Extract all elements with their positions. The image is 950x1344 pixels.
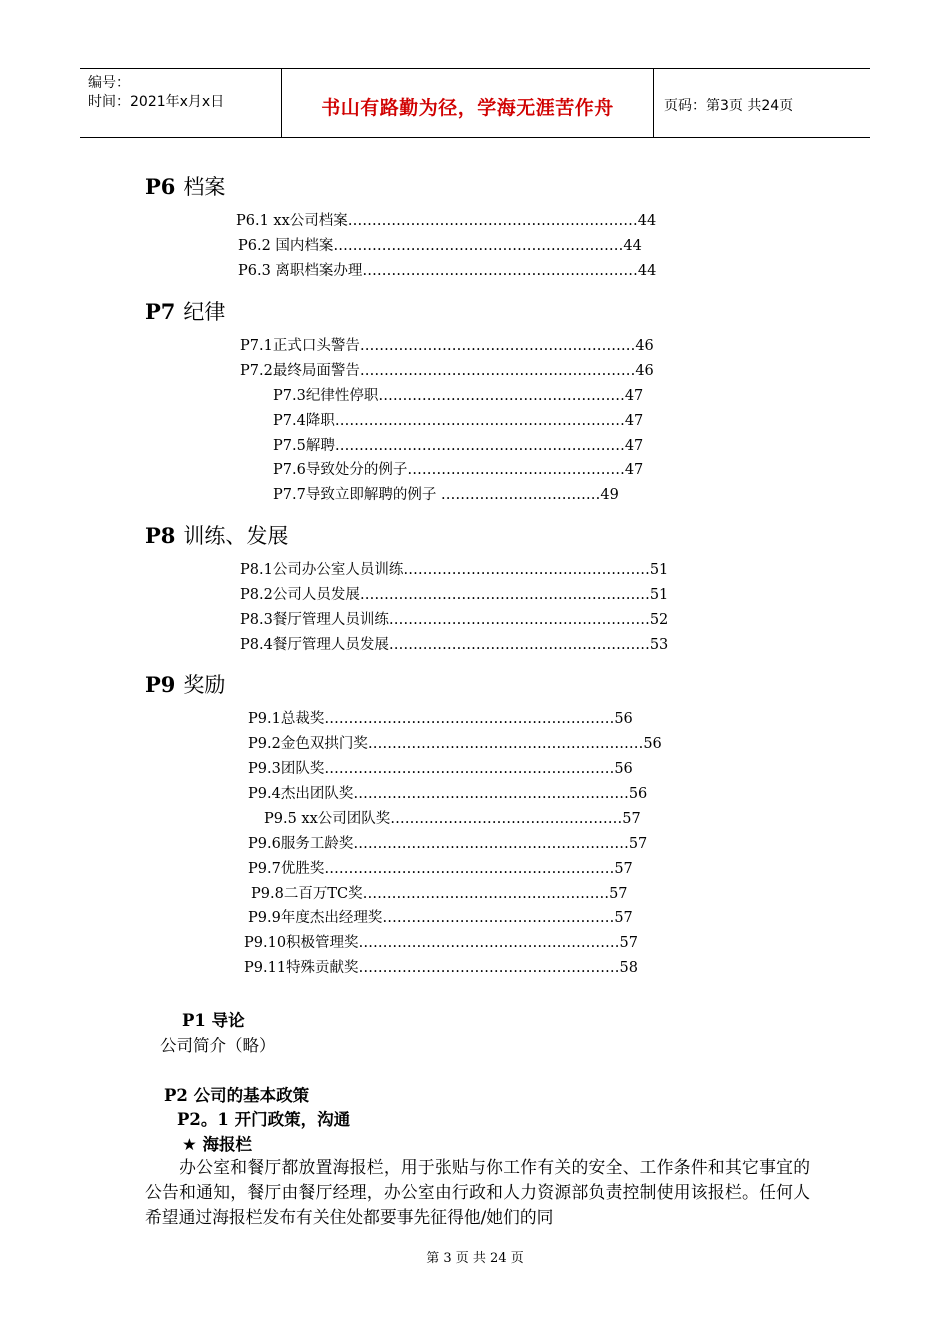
toc-entry[interactable]: P8.2公司人员发展……………………………………………………51 bbox=[240, 587, 669, 603]
toc-section-p6 bbox=[145, 171, 225, 201]
company-intro-text: 公司简介（略） bbox=[160, 1036, 276, 1055]
heading-p2 bbox=[164, 1082, 309, 1106]
heading-p1 bbox=[182, 1007, 245, 1031]
header-motto-cell bbox=[282, 69, 654, 137]
section-number: P7 bbox=[145, 299, 176, 324]
toc-entry[interactable]: P7.1正式口头警告…………………………………………………46 bbox=[240, 338, 654, 354]
toc-entry[interactable]: P8.4餐厅管理人员发展………………………………………………53 bbox=[240, 637, 669, 653]
heading-number: P2。1 bbox=[177, 1110, 229, 1129]
toc-section-p9 bbox=[145, 669, 225, 699]
toc-section-p8 bbox=[145, 520, 288, 550]
toc-entry[interactable]: P9.11特殊贡献奖………………………………………………58 bbox=[244, 960, 638, 976]
number-label: 编号： bbox=[88, 75, 130, 91]
header-meta-cell bbox=[80, 69, 282, 137]
toc-entry[interactable]: P9.3团队奖……………………………………………………56 bbox=[248, 761, 633, 777]
section-title: 纪律 bbox=[183, 300, 226, 324]
toc-entry[interactable]: P8.3餐厅管理人员训练………………………………………………52 bbox=[240, 612, 669, 628]
page-footer: 第 3 页 共 24 页 bbox=[426, 1251, 524, 1266]
section-title: 档案 bbox=[183, 175, 226, 199]
heading-p2-1 bbox=[177, 1106, 350, 1130]
heading-title: 开门政策，沟通 bbox=[234, 1110, 351, 1129]
toc-entry[interactable]: P7.3纪律性停职……………………………………………47 bbox=[273, 388, 644, 404]
heading-title: 公司的基本政策 bbox=[193, 1086, 310, 1105]
page-code: 页码：第3页 共24页 bbox=[664, 98, 794, 114]
heading-number: P1 bbox=[182, 1011, 206, 1030]
section-title: 训练、发展 bbox=[183, 524, 289, 548]
page-header bbox=[80, 68, 870, 138]
time-label: 时间：2021年x月x日 bbox=[88, 94, 225, 110]
toc-entry[interactable]: P9.6服务工龄奖…………………………………………………57 bbox=[248, 836, 648, 852]
toc-entry[interactable]: P8.1公司办公室人员训练……………………………………………51 bbox=[240, 562, 669, 578]
toc-entry[interactable]: P9.5 xx公司团队奖…………………………………………57 bbox=[264, 811, 641, 827]
section-number: P6 bbox=[145, 174, 176, 199]
heading-number: P2 bbox=[164, 1086, 188, 1105]
toc-entry[interactable]: P7.6导致处分的例子………………………………………47 bbox=[273, 462, 644, 478]
bulletin-paragraph: 办公室和餐厅都放置海报栏，用于张贴与你工作有关的安全、工作条件和其它事宜的公告和通知，餐厅由餐厅经理，办公室由行政和人力资源部负责控制使用该报栏。任何人希望通过海报栏发布有关住处都要事先征得他/她们的同 bbox=[145, 1157, 810, 1227]
section-title: 奖励 bbox=[183, 673, 226, 697]
toc-entry[interactable]: P9.4杰出团队奖…………………………………………………56 bbox=[248, 786, 648, 802]
header-page-cell bbox=[654, 69, 870, 137]
toc-entry[interactable]: P7.4降职……………………………………………………47 bbox=[273, 413, 644, 429]
toc-entry[interactable]: P6.2 国内档案……………………………………………………44 bbox=[238, 238, 642, 254]
toc-entry[interactable]: P6.1 xx公司档案……………………………………………………44 bbox=[236, 213, 657, 229]
motto-text: 书山有路勤为径，学海无涯苦作舟 bbox=[321, 97, 614, 119]
toc-entry[interactable]: P9.1总裁奖……………………………………………………56 bbox=[248, 711, 633, 727]
toc-entry[interactable]: P9.8二百万TC奖……………………………………………57 bbox=[251, 886, 628, 902]
toc-entry[interactable]: P9.10积极管理奖………………………………………………57 bbox=[244, 935, 638, 951]
heading-title: 导论 bbox=[211, 1011, 245, 1030]
toc-entry[interactable]: P9.7优胜奖……………………………………………………57 bbox=[248, 861, 633, 877]
toc-entry[interactable]: P7.5解聘……………………………………………………47 bbox=[273, 438, 644, 454]
toc-section-p7 bbox=[145, 296, 225, 326]
section-number: P8 bbox=[145, 523, 176, 548]
section-number: P9 bbox=[145, 672, 176, 697]
toc-entry[interactable]: P7.2最终局面警告…………………………………………………46 bbox=[240, 363, 654, 379]
toc-entry[interactable]: P7.7导致立即解聘的例子 ……………………………49 bbox=[273, 487, 619, 503]
toc-entry[interactable]: P9.9年度杰出经理奖…………………………………………57 bbox=[248, 910, 633, 926]
toc-entry[interactable]: P6.3 离职档案办理…………………………………………………44 bbox=[238, 263, 657, 279]
bulletin-heading: ★ 海报栏 bbox=[182, 1135, 253, 1154]
toc-entry[interactable]: P9.2金色双拱门奖…………………………………………………56 bbox=[248, 736, 662, 752]
